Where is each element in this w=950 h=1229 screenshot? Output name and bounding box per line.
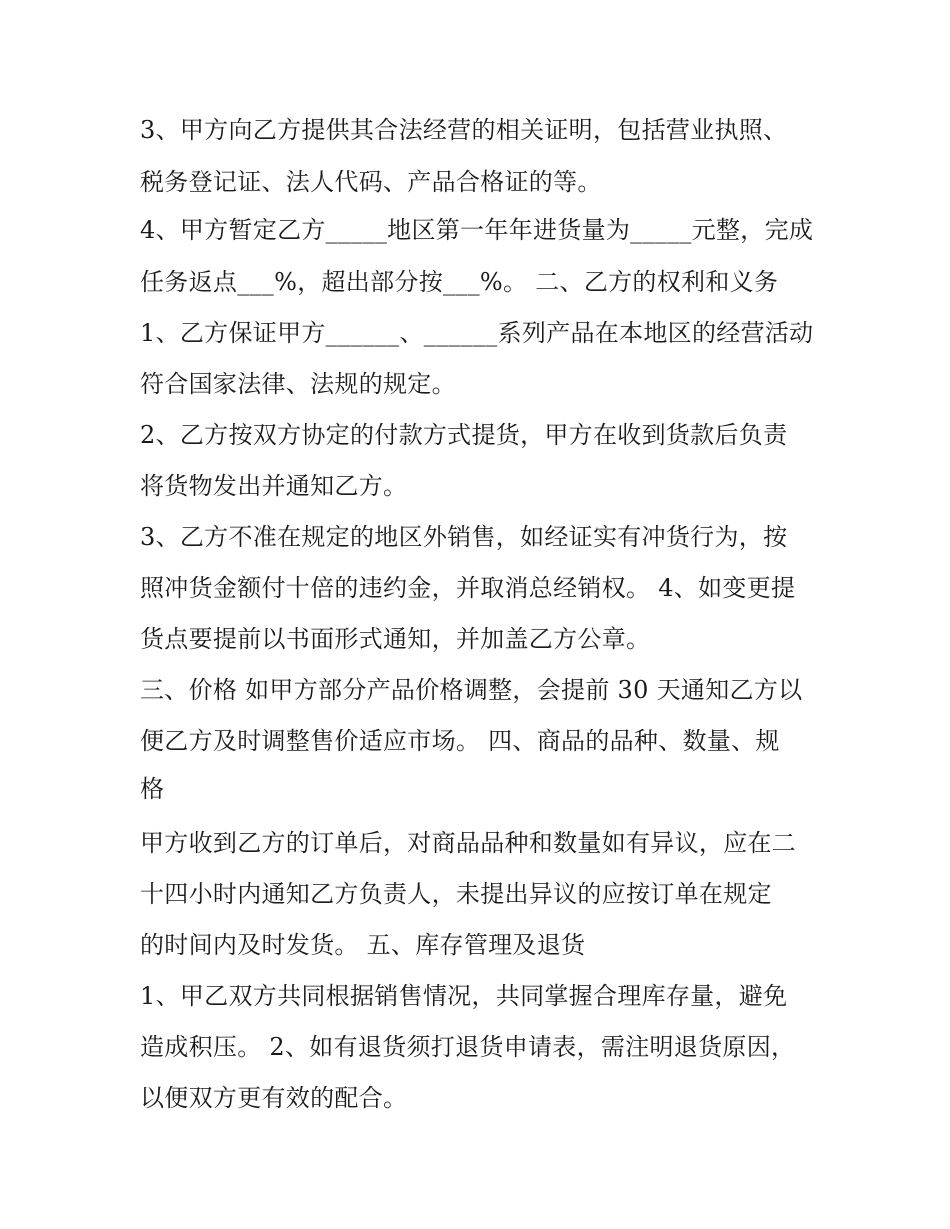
- text-line: 十四小时内通知乙方负责人，未提出异议的应按订单在规定: [140, 880, 772, 908]
- text-line: 照冲货金额付十倍的违约金，并取消总经销权。 4、如变更提: [140, 574, 796, 602]
- text-line: 甲方收到乙方的订单后，对商品品种和数量如有异议，应在二: [140, 829, 797, 857]
- text-line: 1、甲乙双方共同根据销售情况，共同掌握合理库存量，避免: [140, 982, 788, 1010]
- text-line: 三、价格 如甲方部分产品价格调整，会提前 30 天通知乙方以: [140, 676, 803, 704]
- text-line: 1、乙方保证甲方______、______系列产品在本地区的经营活动: [140, 319, 814, 347]
- text-line: 4、甲方暂定乙方_____地区第一年年进货量为_____元整，完成: [140, 216, 814, 244]
- text-line: 将货物发出并通知乙方。: [140, 472, 408, 500]
- text-line: 3、甲方向乙方提供其合法经营的相关证明，包括营业执照、: [140, 116, 788, 144]
- text-line: 任务返点___%，超出部分按___%。 二、乙方的权利和义务: [140, 268, 779, 296]
- text-line: 的时间内及时发货。 五、库存管理及退货: [140, 931, 586, 959]
- text-line: 3、乙方不准在规定的地区外销售，如经证实有冲货行为，按: [140, 523, 788, 551]
- text-line: 2、乙方按双方协定的付款方式提货，甲方在收到货款后负责: [140, 421, 788, 449]
- text-line: 便乙方及时调整售价适应市场。 四、商品的品种、数量、规: [140, 727, 780, 755]
- text-line: 格: [140, 775, 165, 803]
- text-line: 税务登记证、法人代码、产品合格证的等。: [140, 168, 602, 196]
- text-line: 以便双方更有效的配合。: [140, 1084, 408, 1112]
- text-line: 造成积压。 2、如有退货须打退货申请表，需注明退货原因，: [140, 1033, 796, 1061]
- text-line: 符合国家法律、法规的规定。: [140, 370, 456, 398]
- text-line: 货点要提前以书面形式通知，并加盖乙方公章。: [140, 625, 651, 653]
